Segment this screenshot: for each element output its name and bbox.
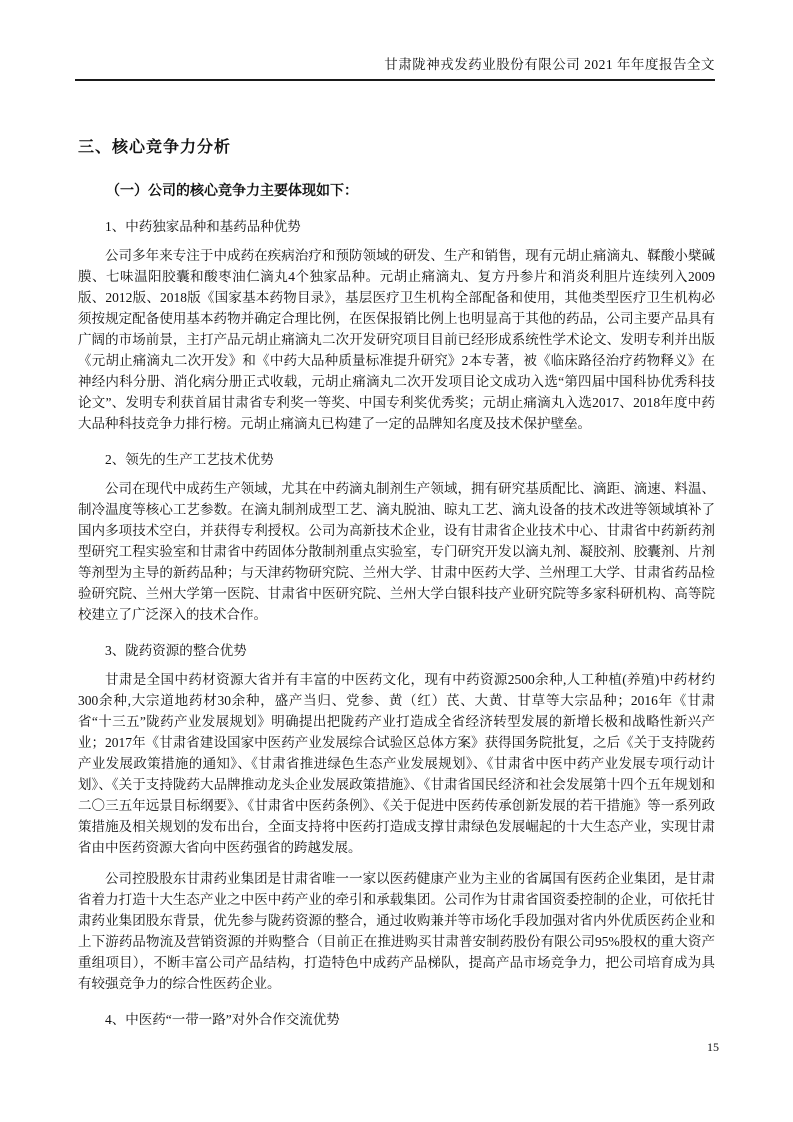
paragraph-2-1: 公司在现代中成药生产领域，尤其在中药滴丸制剂生产领域，拥有研究基质配比、滴距、滴速、料温、制冷温度等核心工艺参数。在滴丸制剂成型工艺、滴丸脱油、晾丸工艺、滴丸设备的技术改进等领域填补了国内多项技术空白，并获得专利授权。公司为高新技术企业，设有甘肃省企业技术中心、甘肃省中药新药剂型研究工程实验室和甘肃省中药固体分散制剂重点实验室，专门研究开发以滴丸剂、凝胶剂、胶囊剂、片剂等剂型为主导的新药品种；与天津药物研究院、兰州大学、甘肃中医药大学、兰州理工大学、甘肃省药品检验研究院、兰州大学第一医院、甘肃省中医研究院、兰州大学白银科技产业研究院等多家科研机构、高等院校建立了广泛深入的技术合作。 <box>78 481 715 622</box>
intro-heading: （一）公司的核心竞争力主要体现如下： <box>106 184 358 199</box>
running-header-text: 甘肃陇神戎发药业股份有限公司 2021 年年度报告全文 <box>384 57 715 72</box>
section-title: 三、核心竞争力分析 <box>78 139 232 156</box>
item-heading-1: 1、中药独家品种和基药品种优势 <box>105 219 301 234</box>
item-heading-3: 3、陇药资源的整合优势 <box>105 643 247 658</box>
paragraph-3-2: 公司控股股东甘肃药业集团是甘肃省唯一一家以医药健康产业为主业的省属国有医药企业集团，是甘肃省着力打造十大生态产业之中医中药产业的牵引和承载集团。公司作为甘肃省国资委控制的企业，可依托甘肃药业集团股东背景，优先参与陇药资源的整合，通过收购兼并等市场化手段加强对省内外优质医药企业和上下游药品物流及营销资源的并购整合（目前正在推进购买甘肃普安制药股份有限公司95%股权的重大资产重组项目），不断丰富公司产品结构，打造特色中成药产品梯队，提高产品市场竞争力，把公司培育成为具有较强竞争力的综合性医药企业。 <box>78 871 715 991</box>
paragraph-1-1: 公司多年来专注于中成药在疾病治疗和预防领域的研发、生产和销售，现有元胡止痛滴丸、鞣酸小檗碱膜、七味温阳胶囊和酸枣油仁滴丸4个独家品种。元胡止痛滴丸、复方丹参片和消炎利胆片连续列入2009版、2012版、2018版《国家基本药物目录》，基层医疗卫生机构全部配备和使用，其他类型医疗卫生机构必须按规定配备使用基本药物并确定合理比例，在医保报销比例上也明显高于其他的药品，公司主要产品具有广阔的市场前景，主打产品元胡止痛滴丸二次开发研究项目目前已经形成系统性学术论文、发明专利并出版《元胡止痛滴丸二次开发》和《中药大品种质量标准提升研究》2本专著，被《临床路径治疗药物释义》在神经内科分册、消化病分册正式收载，元胡止痛滴丸二次开发项目论文成功入选“第四届中国科协优秀科技论文”、发明专利获首届甘肃省专利奖一等奖、中国专利奖优秀奖；元胡止痛滴丸入选2017、2018年度中药大品种科技竞争力排行榜。元胡止痛滴丸已构建了一定的品牌知名度及技术保护壁垒。 <box>78 248 715 431</box>
item-heading-4: 4、中医药“一带一路”对外合作交流优势 <box>105 1012 340 1027</box>
item-heading-2: 2、领先的生产工艺技术优势 <box>105 452 274 467</box>
page-number: 15 <box>707 1040 719 1054</box>
paragraph-3-1: 甘肃是全国中药材资源大省并有丰富的中医药文化，现有中药资源2500余种,人工种植(养殖)中药材约300余种,大宗道地药材30余种，盛产当归、党参、黄（红）芪、大黄、甘草等大宗品种；2016年《甘肃省“十三五”陇药产业发展规划》明确提出把陇药产业打造成全省经济转型发展的新增长极和战略性新兴产业；2017年《甘肃省建设国家中医药产业发展综合试验区总体方案》获得国务院批复，之后《关于支持陇药产业发展政策措施的通知》、《甘肃省推进绿色生态产业发展规划》、《甘肃省中医中药产业发展专项行动计划》、《关于支持陇药大品牌推动龙头企业发展政策措施》、《甘肃省国民经济和社会发展第十四个五年规划和二〇三五年远景目标纲要》、《甘肃省中医药条例》、《关于促进中医药传承创新发展的若干措施》等一系列政策措施及相关规划的发布出台，全面支持将中医药打造成支撑甘肃绿色发展崛起的十大生态产业，实现甘肃省由中医药资源大省向中医药强省的跨越发展。 <box>78 672 715 855</box>
running-header <box>75 56 715 81</box>
document-body <box>78 80 715 1029</box>
